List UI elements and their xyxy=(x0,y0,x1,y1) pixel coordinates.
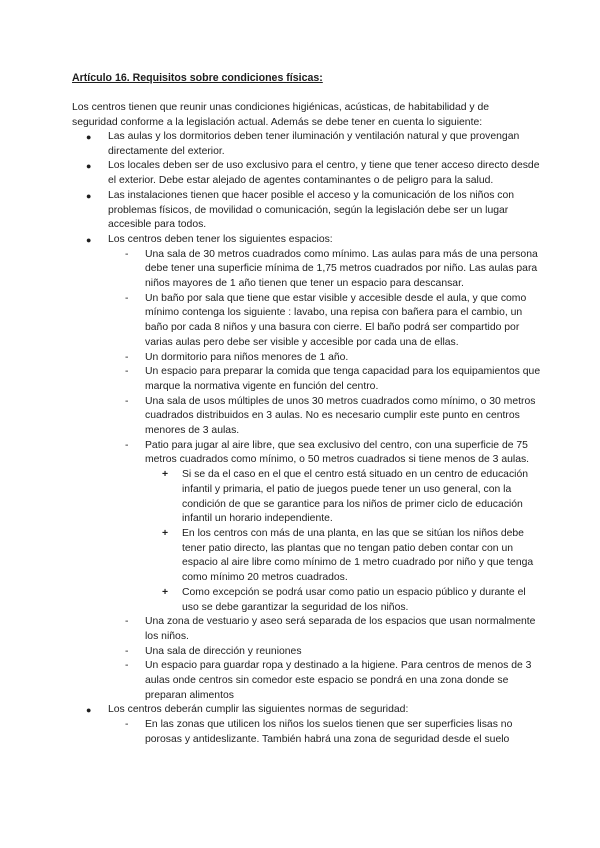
article-heading: Artículo 16. Requisitos sobre condiciones físicas: xyxy=(72,72,323,84)
sub-list-item-text: Patio para jugar al aire libre, que sea exclusivo del centro, con una superficie de 75 metros cuadrados como mínimo, o 50 metros cuadrados si tiene menos de 3 aulas. xyxy=(145,439,530,466)
list-item xyxy=(72,703,542,747)
list-item-text: Las instalaciones tienen que hacer posible el acceso y la comunicación de los niños con problemas físicos, de movilidad o comunicación, según la legislación debe ser un lugar accesible para todos. xyxy=(108,189,515,231)
plus-marker: + xyxy=(162,469,169,481)
sub-list-item xyxy=(108,645,542,660)
list-item xyxy=(72,233,542,704)
intro-paragraph: Los centros tienen que reunir unas condiciones higiénicas, acústicas, de habitabilidad y de seguridad conforme a la legislación actual. Además se debe tener en cuenta lo siguiente: xyxy=(72,102,490,128)
dash-marker: - xyxy=(125,439,129,451)
nested-list-item xyxy=(145,527,542,586)
sub-list-item xyxy=(108,718,542,747)
nested-sub-list xyxy=(145,468,542,615)
sub-list-item xyxy=(108,395,542,439)
list-item-text: Las aulas y los dormitorios deben tener iluminación y ventilación natural y que provengan directamente del exterior. xyxy=(108,131,520,157)
sub-list-item-text: Una sala de dirección y reuniones xyxy=(145,645,302,657)
dash-marker: - xyxy=(125,351,129,363)
sub-list-item-text: Un espacio para preparar la comida que tenga capacidad para los equipamientos que marque la normativa vigente en función del centro. xyxy=(145,366,541,392)
nested-list-item-text: En los centros con más de una planta, en las que se sitúan los niños debe tener patio directo, las plantas que no tengan patio deben contar con un espacio al aire libre como mínimo de 1 metro cuadrado por niño y que tenga como mínimo 20 metros cuadrados. xyxy=(182,527,534,584)
sub-list-item xyxy=(108,615,542,644)
plus-marker: + xyxy=(162,527,169,539)
sub-list-item-text: Un baño por sala que tiene que estar visible y accesible desde el aula, y que como mínimo contenga los siguiente : lavabo, una repisa con bañera para el cambio, un baño por cada 8 niños y una basura con cierre. El baño podrá ser compartido por varias aulas pero debe ser visible y accesible por cada una de ellas. xyxy=(145,292,527,348)
sub-list xyxy=(108,248,542,704)
bullet-marker: ● xyxy=(86,132,92,142)
sub-list xyxy=(108,718,542,747)
sub-list-item-text: Una sala de 30 metros cuadrados como mínimo. Las aulas para más de una persona debe tener una superficie mínima de 1,75 metros cuadrados por niño. Las aulas para niños mayores de 1 año tienen que tener un espacio para descansar. xyxy=(145,248,538,290)
list-item-text: Los centros deberán cumplir las siguientes normas de seguridad: xyxy=(108,704,409,716)
sub-list-item-text: Una zona de vestuario y aseo será separada de los espacios que usan normalmente los niños. xyxy=(145,616,536,642)
dash-marker: - xyxy=(125,292,129,304)
dash-marker: - xyxy=(125,645,129,657)
nested-list-item xyxy=(145,468,542,527)
bullet-marker: ● xyxy=(86,705,92,716)
sub-list-item xyxy=(108,248,542,292)
sub-list-item xyxy=(108,351,542,366)
bullet-marker: ● xyxy=(86,161,92,172)
list-item-text: Los centros deben tener los siguientes espacios: xyxy=(108,233,333,245)
dash-marker: - xyxy=(125,616,129,628)
nested-list-item xyxy=(145,586,542,615)
sub-list-item xyxy=(108,292,542,351)
list-item xyxy=(72,159,542,188)
sub-list-item xyxy=(108,439,542,615)
nested-list-item-text: Si se da el caso en el que el centro está situado en un centro de educación infantil y primaria, el patio de juegos puede tener un uso general, con la condición de que se garantice para los niños de primer ciclo de educación infantil un horario independiente. xyxy=(182,469,529,525)
plus-marker: + xyxy=(162,586,169,598)
sub-list-item xyxy=(108,365,542,394)
nested-list-item-text: Como excepción se podrá usar como patio un espacio público y durante el uso se debe garantizar la seguridad de los niños. xyxy=(182,586,526,613)
dash-marker: - xyxy=(125,719,129,731)
dash-marker: - xyxy=(125,660,129,672)
dash-marker: - xyxy=(125,248,129,260)
sub-list-item-text: En las zonas que utilicen los niños los suelos tienen que ser superficies lisas no porosas y antideslizante. También habrá una zona de seguridad desde el suelo xyxy=(145,719,513,745)
requirements-list xyxy=(72,130,542,748)
dash-marker: - xyxy=(125,395,129,407)
sub-list-item xyxy=(108,659,542,703)
list-item-text: Los locales deben ser de uso exclusivo para el centro, y tiene que tener acceso directo desde el exterior. Debe estar alejado de agentes contaminantes o de peligro para la salud. xyxy=(108,160,540,187)
sub-list-item-text: Un dormitorio para niños menores de 1 año. xyxy=(145,351,349,363)
bullet-marker: ● xyxy=(86,190,92,201)
dash-marker: - xyxy=(125,366,129,378)
list-item xyxy=(72,130,542,159)
list-item xyxy=(72,189,542,233)
sub-list-item-text: Una sala de usos múltiples de unos 30 metros cuadrados como mínimo, o 30 metros cuadrados distribuidos en 3 aulas. No es necesario cumplir este punto en centros menores de 3 aulas. xyxy=(145,395,536,437)
bullet-marker: ● xyxy=(86,234,92,245)
sub-list-item-text: Un espacio para guardar ropa y destinado a la higiene. Para centros de menos de 3 aulas onde centros sin comedor este espacio se pondrá en una zona donde se preparan alimentos xyxy=(145,660,532,701)
